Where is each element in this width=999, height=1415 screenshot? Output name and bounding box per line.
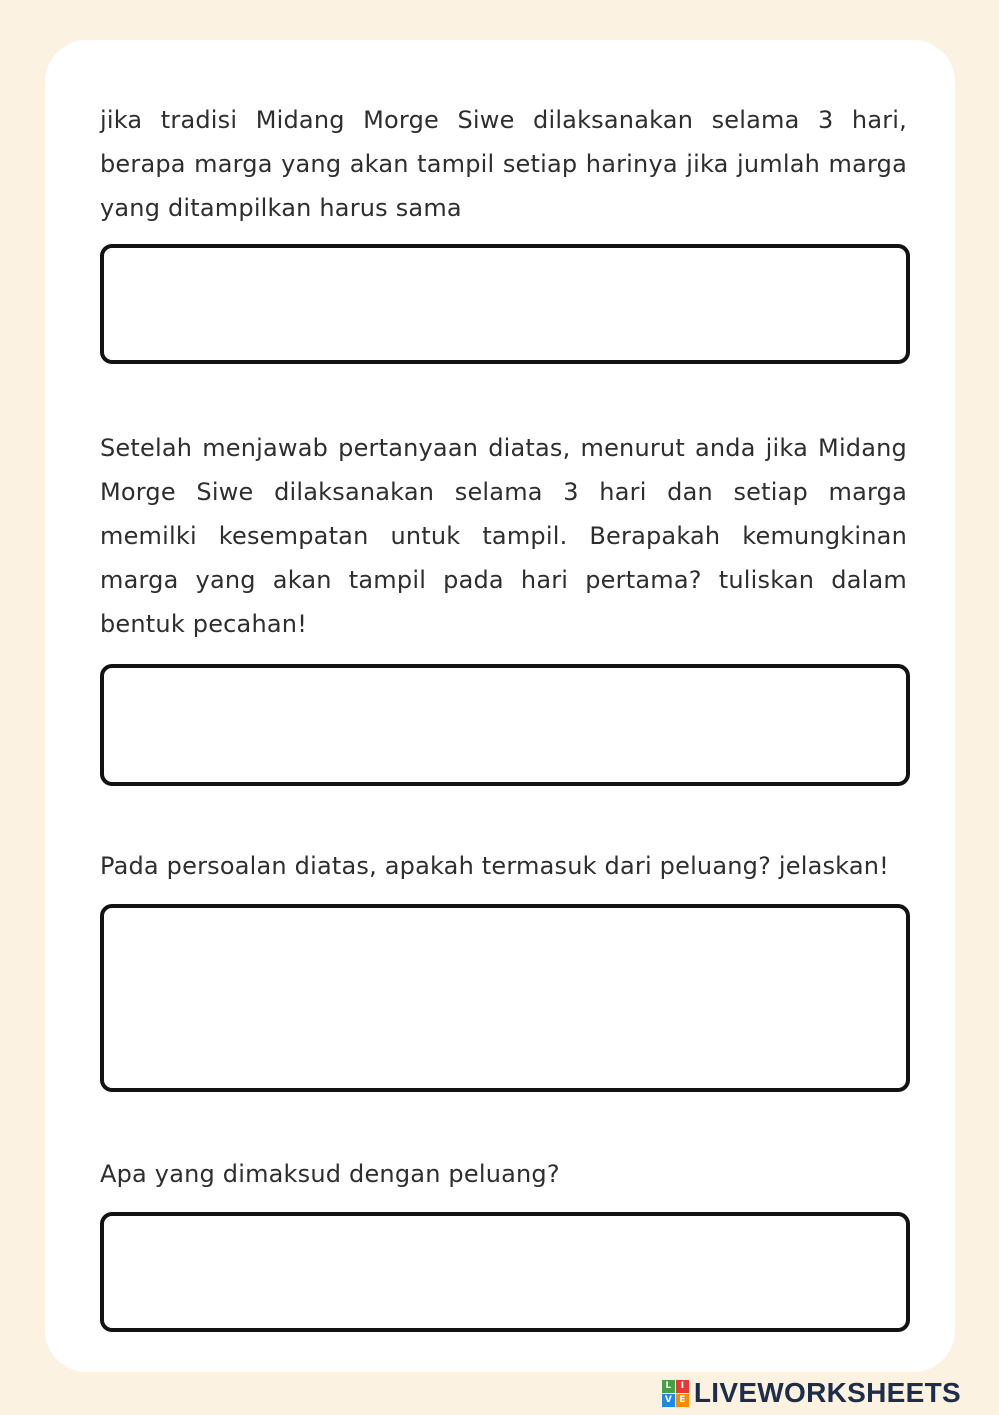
question-block-2 <box>100 426 907 786</box>
logo-square-i: I <box>676 1380 689 1393</box>
question-block-1 <box>100 98 907 364</box>
answer-box-4[interactable] <box>100 1212 910 1332</box>
question-3-text: Pada persoalan diatas, apakah termasuk dari peluang? jelaskan! <box>100 852 889 880</box>
worksheet-card <box>45 40 955 1372</box>
question-block-4 <box>100 1152 907 1332</box>
answer-box-3[interactable] <box>100 904 910 1092</box>
liveworksheets-logo-icon <box>662 1380 689 1407</box>
liveworksheets-brand-text: LIVEWORKSHEETS <box>693 1377 961 1408</box>
question-block-3 <box>100 844 907 1092</box>
answer-box-1[interactable] <box>100 244 910 364</box>
liveworksheets-footer <box>662 1377 961 1409</box>
logo-square-v: V <box>662 1394 675 1407</box>
question-1-text: jika tradisi Midang Morge Siwe dilaksanakan selama 3 hari, berapa marga yang akan tampil setiap harinya jika jumlah marga yang ditampilkan harus sama <box>100 106 907 222</box>
answer-box-2[interactable] <box>100 664 910 786</box>
question-2-text: Setelah menjawab pertanyaan diatas, menurut anda jika Midang Morge Siwe dilaksanakan selama 3 hari dan setiap marga memilki kesempatan untuk tampil. Berapakah kemungkinan marga yang akan tampil pada hari pertama? tuliskan dalam bentuk pecahan! <box>100 434 907 638</box>
question-4-text: Apa yang dimaksud dengan peluang? <box>100 1160 560 1188</box>
logo-square-l: L <box>662 1380 675 1393</box>
logo-square-e: E <box>676 1394 689 1407</box>
